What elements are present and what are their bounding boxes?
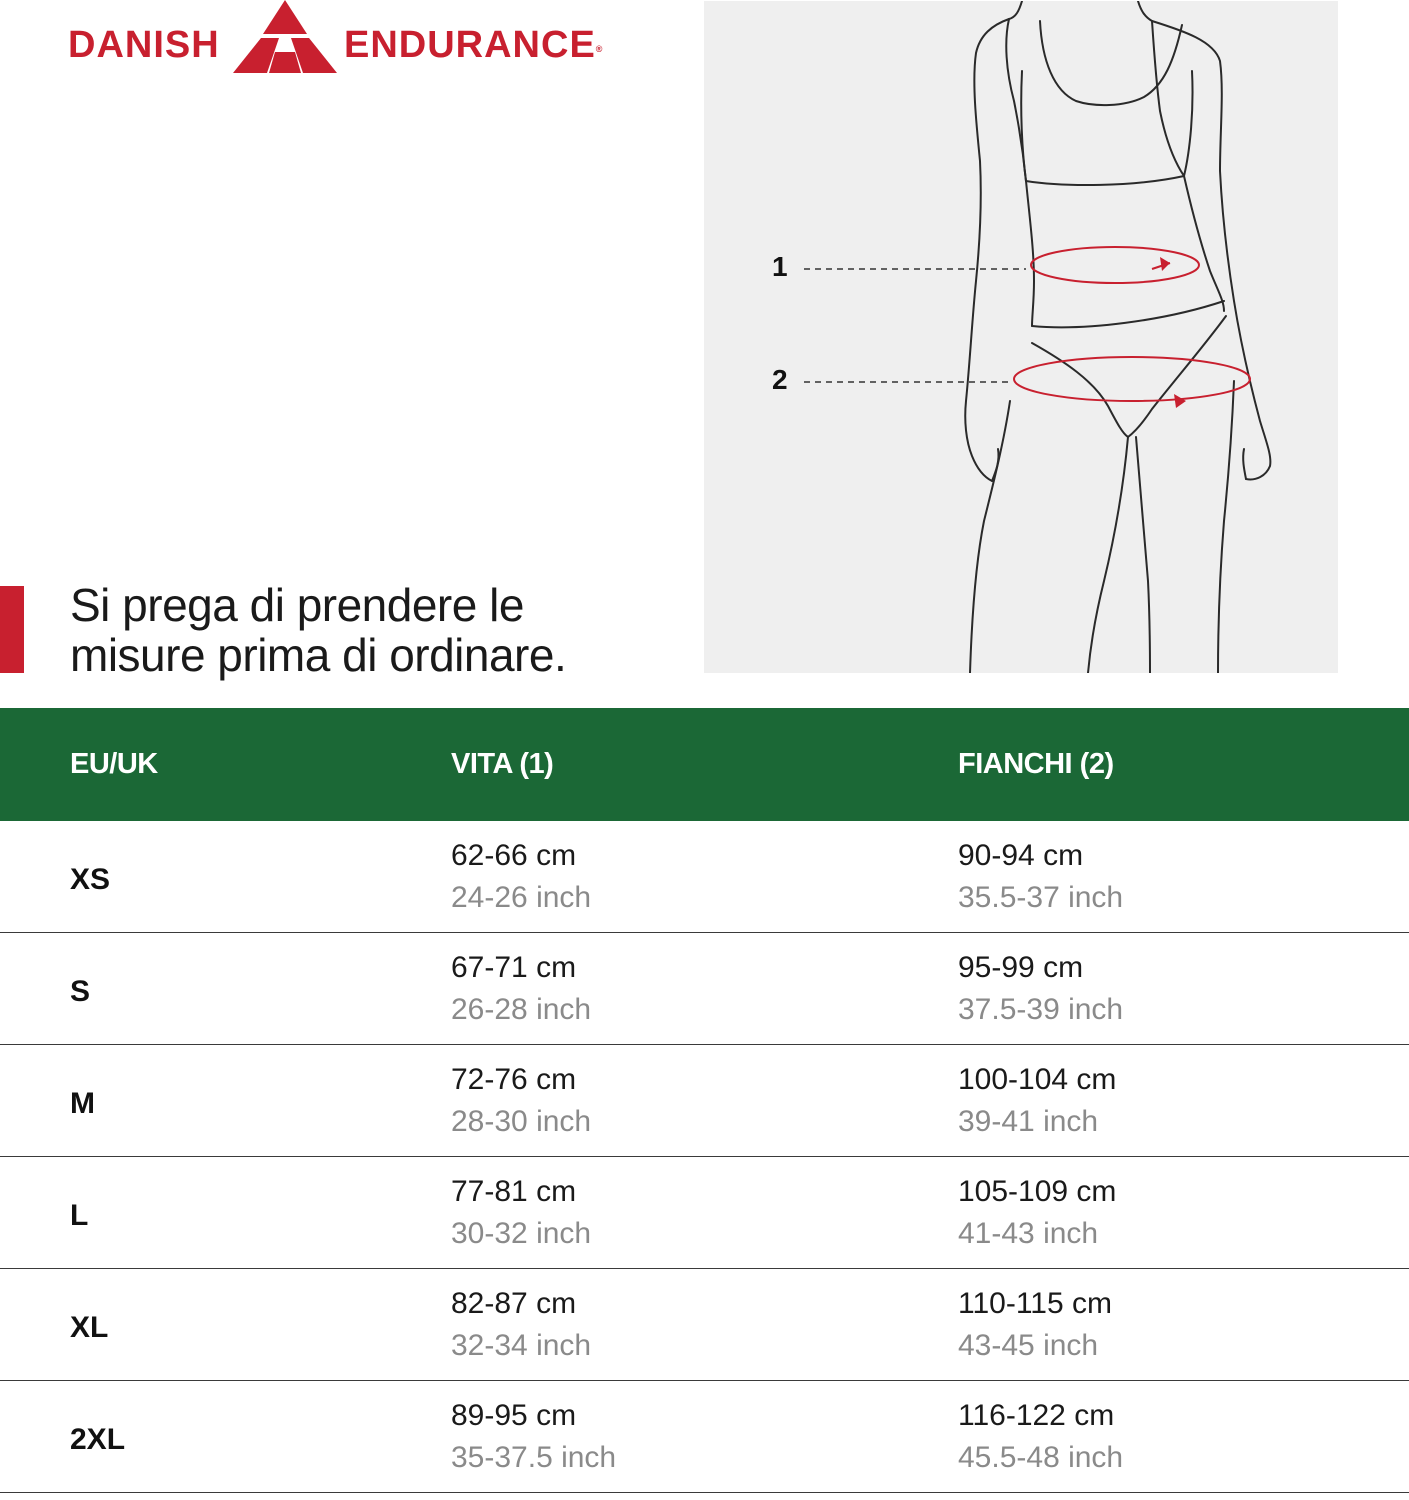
brand-logo bbox=[68, 0, 613, 75]
waist-inch: 32-34 inch bbox=[451, 1329, 592, 1362]
hips-cell bbox=[958, 949, 1123, 1033]
size-label: M bbox=[70, 1087, 95, 1120]
size-label: S bbox=[70, 975, 91, 1008]
table-row bbox=[0, 1381, 1409, 1493]
waist-cell bbox=[451, 1173, 591, 1257]
size-table-body bbox=[0, 821, 1409, 1493]
brand-word-right: ENDURANCE® bbox=[344, 24, 604, 66]
hips-inch: 39-41 inch bbox=[958, 1105, 1099, 1138]
heading-accent-bar bbox=[0, 586, 24, 673]
hips-cell bbox=[958, 1173, 1116, 1257]
size-label: L bbox=[70, 1199, 89, 1232]
hips-cell bbox=[958, 1285, 1112, 1369]
hips-cm: 105-109 cm bbox=[958, 1175, 1117, 1208]
table-row bbox=[0, 1157, 1409, 1269]
hips-inch: 41-43 inch bbox=[958, 1217, 1099, 1250]
hips-inch: 43-45 inch bbox=[958, 1329, 1099, 1362]
hips-cm: 100-104 cm bbox=[958, 1063, 1117, 1096]
brand-word-left: DANISH bbox=[68, 24, 220, 66]
hips-cm: 95-99 cm bbox=[958, 951, 1084, 984]
waist-cm: 67-71 cm bbox=[451, 951, 577, 984]
column-header-hips: FIANCHI (2) bbox=[958, 748, 1114, 780]
waist-cm: 77-81 cm bbox=[451, 1175, 577, 1208]
marker-waist: 1 bbox=[772, 251, 788, 282]
table-row bbox=[0, 933, 1409, 1045]
hips-inch: 37.5-39 inch bbox=[958, 993, 1124, 1026]
brand-mountain-icon bbox=[231, 0, 339, 75]
waist-inch: 26-28 inch bbox=[451, 993, 592, 1026]
waist-inch: 28-30 inch bbox=[451, 1105, 592, 1138]
female-body-outline-icon bbox=[704, 1, 1338, 673]
hips-cell bbox=[958, 1397, 1123, 1481]
waist-cm: 72-76 cm bbox=[451, 1063, 577, 1096]
waist-inch: 35-37.5 inch bbox=[451, 1441, 617, 1474]
waist-cm: 62-66 cm bbox=[451, 839, 577, 872]
table-row bbox=[0, 1045, 1409, 1157]
column-header-size: EU/UK bbox=[70, 748, 158, 780]
hips-cell bbox=[958, 1061, 1116, 1145]
waist-cell bbox=[451, 1285, 591, 1369]
waist-cm: 82-87 cm bbox=[451, 1287, 577, 1320]
waist-inch: 30-32 inch bbox=[451, 1217, 592, 1250]
waist-cell bbox=[451, 949, 591, 1033]
marker-hips: 2 bbox=[772, 364, 788, 395]
size-table-header bbox=[0, 708, 1409, 821]
registered-mark: ® bbox=[595, 44, 604, 54]
waist-cell bbox=[451, 837, 591, 921]
hips-cm: 110-115 cm bbox=[958, 1287, 1112, 1320]
hips-inch: 45.5-48 inch bbox=[958, 1441, 1124, 1474]
table-row bbox=[0, 821, 1409, 933]
waist-inch: 24-26 inch bbox=[451, 881, 592, 914]
waist-cell bbox=[451, 1397, 616, 1481]
body-measurement-illustration bbox=[704, 1, 1338, 673]
size-label: XS bbox=[70, 863, 111, 896]
page-title-line-1: Si prega di prendere le bbox=[70, 579, 524, 631]
size-label: 2XL bbox=[70, 1423, 126, 1456]
waist-cm: 89-95 cm bbox=[451, 1399, 577, 1432]
page-title-line-2: misure prima di ordinare. bbox=[70, 629, 567, 681]
page-title bbox=[70, 580, 670, 680]
waist-cell bbox=[451, 1061, 591, 1145]
hips-cell bbox=[958, 837, 1123, 921]
size-label: XL bbox=[70, 1311, 109, 1344]
column-header-waist: VITA (1) bbox=[451, 748, 554, 780]
hips-cm: 116-122 cm bbox=[958, 1399, 1115, 1432]
table-row bbox=[0, 1269, 1409, 1381]
hips-cm: 90-94 cm bbox=[958, 839, 1084, 872]
hips-inch: 35.5-37 inch bbox=[958, 881, 1124, 914]
